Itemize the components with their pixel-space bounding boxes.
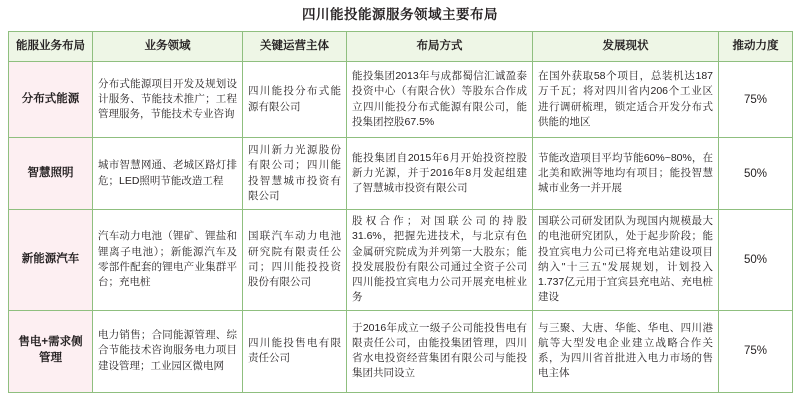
- column-header-status: 发展现状: [533, 32, 719, 62]
- table-header-row: [9, 32, 793, 62]
- row-status: 国联公司研发团队为现国内规模最大的电池研究团队，处于起步阶段；能投宜宾电力公司已将充电站建设项目纳入"十三五"发展规划，计划投入1.737亿元用于宜宾县充电站、充电桩建设: [533, 210, 719, 310]
- page-title: 四川能投能源服务领域主要布局: [302, 7, 498, 22]
- row-operator: 国联汽车动力电池研究院有限责任公司；四川能投投资股份有限公司: [243, 210, 347, 310]
- table-row: [9, 138, 793, 210]
- row-category: 新能源汽车: [9, 210, 93, 310]
- table-row: [9, 62, 793, 138]
- column-header-business-field: 业务领域: [93, 32, 243, 62]
- row-approach: 于2016年成立一级子公司能投售电有限责任公司，由能投集团管理，四川省水电投资经营集团有限公司与能投集团共同设立: [347, 310, 533, 392]
- table-header: [9, 32, 793, 62]
- row-approach: 能投集团2013年与成都蜀信汇诚盈泰投资中心（有限合伙）等股东合作成立四川能投分布式能源有限公司，能投集团控股67.5%: [347, 62, 533, 138]
- row-operator: 四川能投分布式能源有限公司: [243, 62, 347, 138]
- row-business-field: 汽车动力电池（锂矿、锂盐和锂离子电池）；新能源汽车及零部件配套的锂电产业集群平台；充电桩: [93, 210, 243, 310]
- table-body: [9, 62, 793, 392]
- column-header-approach: 布局方式: [347, 32, 533, 62]
- row-approach: 能投集团自2015年6月开始投资控股新力光源，并于2016年8月发起组建了智慧城市投资有限公司: [347, 138, 533, 210]
- row-business-field: 电力销售；合同能源管理、综合节能技术咨询服务电力项目建设管理；工业园区微电网: [93, 310, 243, 392]
- row-status: 节能改造项目平均节能60%~80%，在北美和欧洲等地均有项目；能投智慧城市业务一并开展: [533, 138, 719, 210]
- row-business-field: 分布式能源项目开发及规划设计服务、节能技术推广；工程管理服务，节能技术专业咨询: [93, 62, 243, 138]
- row-business-field: 城市智慧网通、老城区路灯排危；LED照明节能改造工程: [93, 138, 243, 210]
- column-header-force: 推动力度: [719, 32, 793, 62]
- row-category: 智慧照明: [9, 138, 93, 210]
- layout-table: [8, 31, 793, 392]
- row-operator: 四川能投售电有限责任公司: [243, 310, 347, 392]
- column-header-business-layout: 能服业务布局: [9, 32, 93, 62]
- row-status: 与三聚、大唐、华能、华电、四川港航等大型发电企业建立战略合作关系，为四川省首批进入电力市场的售电主体: [533, 310, 719, 392]
- row-force: 50%: [719, 210, 793, 310]
- column-header-operator: 关键运营主体: [243, 32, 347, 62]
- table-row: [9, 210, 793, 310]
- row-status: 在国外获取58个项目，总装机达187万千瓦；将对四川省内206个工业区进行调研梳理，锁定适合开发分布式供能的地区: [533, 62, 719, 138]
- table-row: [9, 310, 793, 392]
- row-force: 75%: [719, 310, 793, 392]
- row-category: 分布式能源: [9, 62, 93, 138]
- row-force: 75%: [719, 62, 793, 138]
- row-operator: 四川新力光源股份有限公司；四川能投智慧城市投资有限公司: [243, 138, 347, 210]
- row-approach: 股权合作；对国联公司的持股31.6%，把握先进技术，与北京有色金属研究院成为并列第一大股东；能投发展股份有限公司通过全资子公司四川能投宜宾电力公司开展充电桩业务: [347, 210, 533, 310]
- row-force: 50%: [719, 138, 793, 210]
- row-category: 售电+需求侧管理: [9, 310, 93, 392]
